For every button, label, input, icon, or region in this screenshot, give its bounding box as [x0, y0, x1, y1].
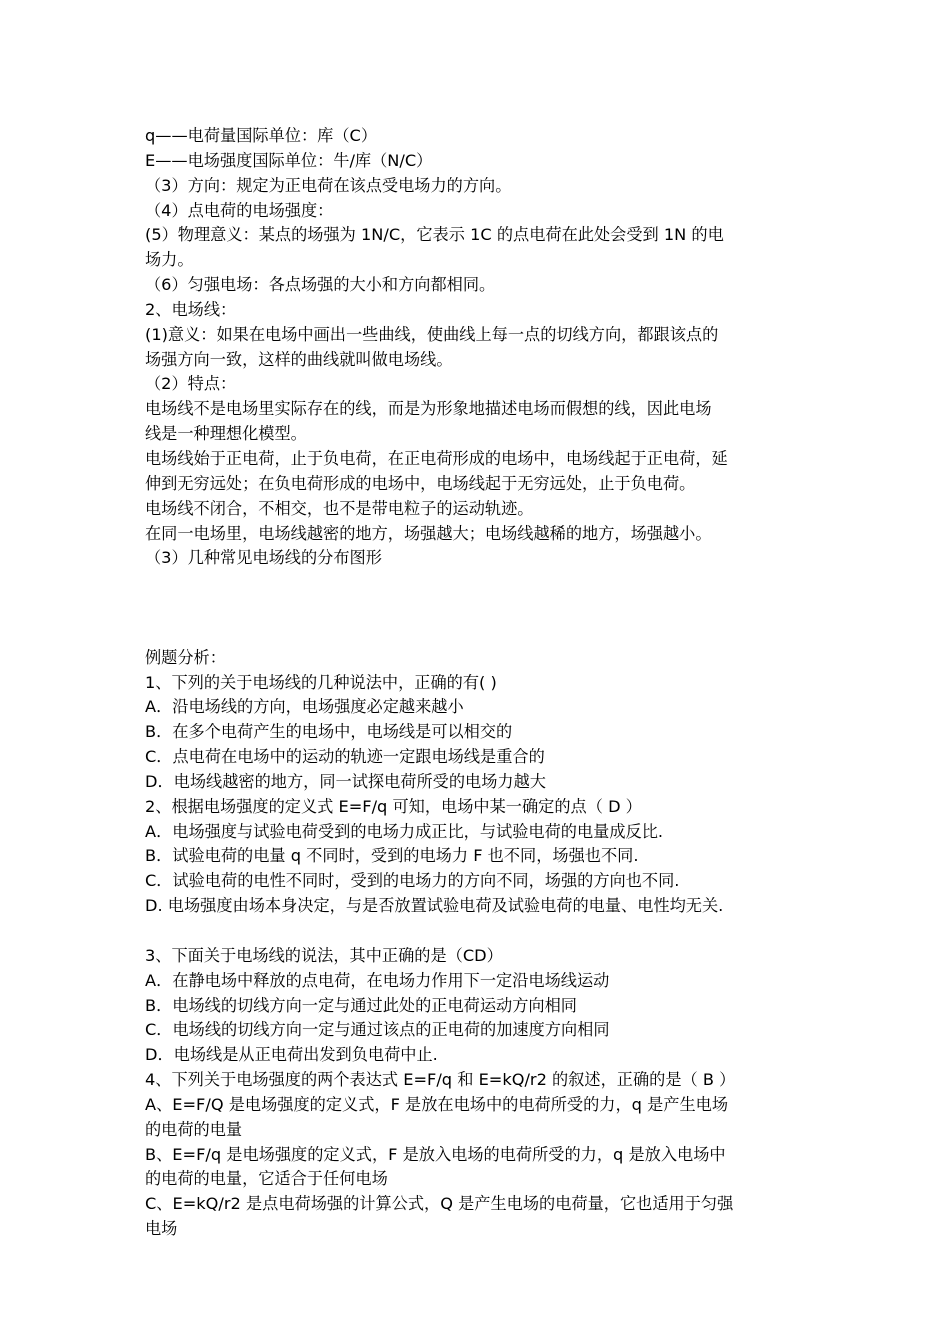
question-4-option-b: B、E=F/q 是电场强度的定义式，F 是放入电场的电荷所受的力，q 是放入电场中 [145, 1144, 726, 1164]
question-2-option-d: D. 电场强度由场本身决定，与是否放置试验电荷及试验电荷的电量、电性均无关. [145, 896, 724, 916]
document-page [145, 124, 820, 1242]
text-line: （4）点电荷的电场强度： [145, 200, 334, 220]
examples-section [145, 646, 820, 919]
text-line: 在同一电场里，电场线越密的地方，场强越大；电场线越稀的地方，场强越小。 [145, 523, 712, 543]
question-3: 3、下面关于电场线的说法，其中正确的是（CD） [145, 945, 503, 965]
question-3-option-b: B．电场线的切线方向一定与通过此处的正电荷运动方向相同 [145, 995, 577, 1015]
question-4-option-c-cont: 电场 [145, 1219, 178, 1239]
question-2: 2、根据电场强度的定义式 E=F/q 可知，电场中某一确定的点（ D ） [145, 796, 642, 816]
text-line: （6）匀强电场：各点场强的大小和方向都相同。 [145, 275, 496, 295]
text-line: 2、电场线： [145, 299, 237, 319]
text-line: 电场线不闭合，不相交，也不是带电粒子的运动轨迹。 [145, 498, 534, 518]
question-4-option-b-cont: 的电荷的电量，它适合于任何电场 [145, 1169, 388, 1189]
text-line: （2）特点： [145, 374, 237, 394]
question-1-option-b: B．在多个电荷产生的电场中，电场线是可以相交的 [145, 722, 513, 742]
text-line: E——电场强度国际单位：牛/库（N/C） [145, 150, 433, 170]
question-1: 1、下列的关于电场线的几种说法中，正确的有( ) [145, 672, 497, 692]
question-4: 4、下列关于电场强度的两个表达式 E=F/q 和 E=kQ/r2 的叙述，正确的是（ B ） [145, 1070, 736, 1090]
question-3-option-d: D．电场线是从正电荷出发到负电荷中止. [145, 1045, 438, 1065]
question-3-option-a: A．在静电场中释放的点电荷，在电场力作用下一定沿电场线运动 [145, 970, 610, 990]
text-line: 伸到无穷远处；在负电荷形成的电场中，电场线起于无穷远处，止于负电荷。 [145, 473, 696, 493]
question-2-option-a: A．电场强度与试验电荷受到的电场力成正比，与试验电荷的电量成反比. [145, 821, 664, 841]
examples-section-continued [145, 944, 820, 1242]
notes-section [145, 124, 820, 571]
text-line: （3）方向：规定为正电荷在该点受电场力的方向。 [145, 175, 512, 195]
question-4-option-a: A、E=F/Q 是电场强度的定义式，F 是放在电场中的电荷所受的力，q 是产生电场 [145, 1094, 729, 1114]
question-1-option-a: A．沿电场线的方向，电场强度必定越来越小 [145, 697, 464, 717]
text-line: 电场线不是电场里实际存在的线，而是为形象地描述电场而假想的线，因此电场 [145, 399, 712, 419]
text-line: 电场线始于正电荷，止于负电荷，在正电荷形成的电场中，电场线起于正电荷，延 [145, 448, 728, 468]
question-3-option-c: C．电场线的切线方向一定与通过该点的正电荷的加速度方向相同 [145, 1020, 610, 1040]
question-1-option-c: C．点电荷在电场中的运动的轨迹一定跟电场线是重合的 [145, 747, 545, 767]
blank-line [145, 919, 820, 944]
blank-line [145, 571, 820, 596]
text-line: (5）物理意义：某点的场强为 1N/C，它表示 1C 的点电荷在此处会受到 1N 的电 [145, 225, 724, 245]
question-4-option-c: C、E=kQ/r2 是点电荷场强的计算公式，Q 是产生电场的电荷量，它也适用于匀强 [145, 1194, 734, 1214]
section-heading: 例题分析： [145, 647, 226, 667]
text-line: q——电荷量国际单位：库（C） [145, 126, 378, 145]
question-2-option-b: B．试验电荷的电量 q 不同时，受到的电场力 F 也不同，场强也不同. [145, 846, 639, 866]
blank-line [145, 621, 820, 646]
text-line: 线是一种理想化模型。 [145, 424, 307, 444]
question-4-option-a-cont: 的电荷的电量 [145, 1119, 243, 1139]
text-line: 场力。 [145, 250, 194, 270]
text-line: (1)意义：如果在电场中画出一些曲线，使曲线上每一点的切线方向，都跟该点的 [145, 324, 719, 344]
question-2-option-c: C．试验电荷的电性不同时，受到的电场力的方向不同，场强的方向也不同. [145, 871, 680, 891]
text-line: 场强方向一致，这样的曲线就叫做电场线。 [145, 349, 453, 369]
blank-line [145, 596, 820, 621]
text-line: （3）几种常见电场线的分布图形 [145, 548, 382, 568]
question-1-option-d: D．电场线越密的地方，同一试探电荷所受的电场力越大 [145, 771, 546, 791]
